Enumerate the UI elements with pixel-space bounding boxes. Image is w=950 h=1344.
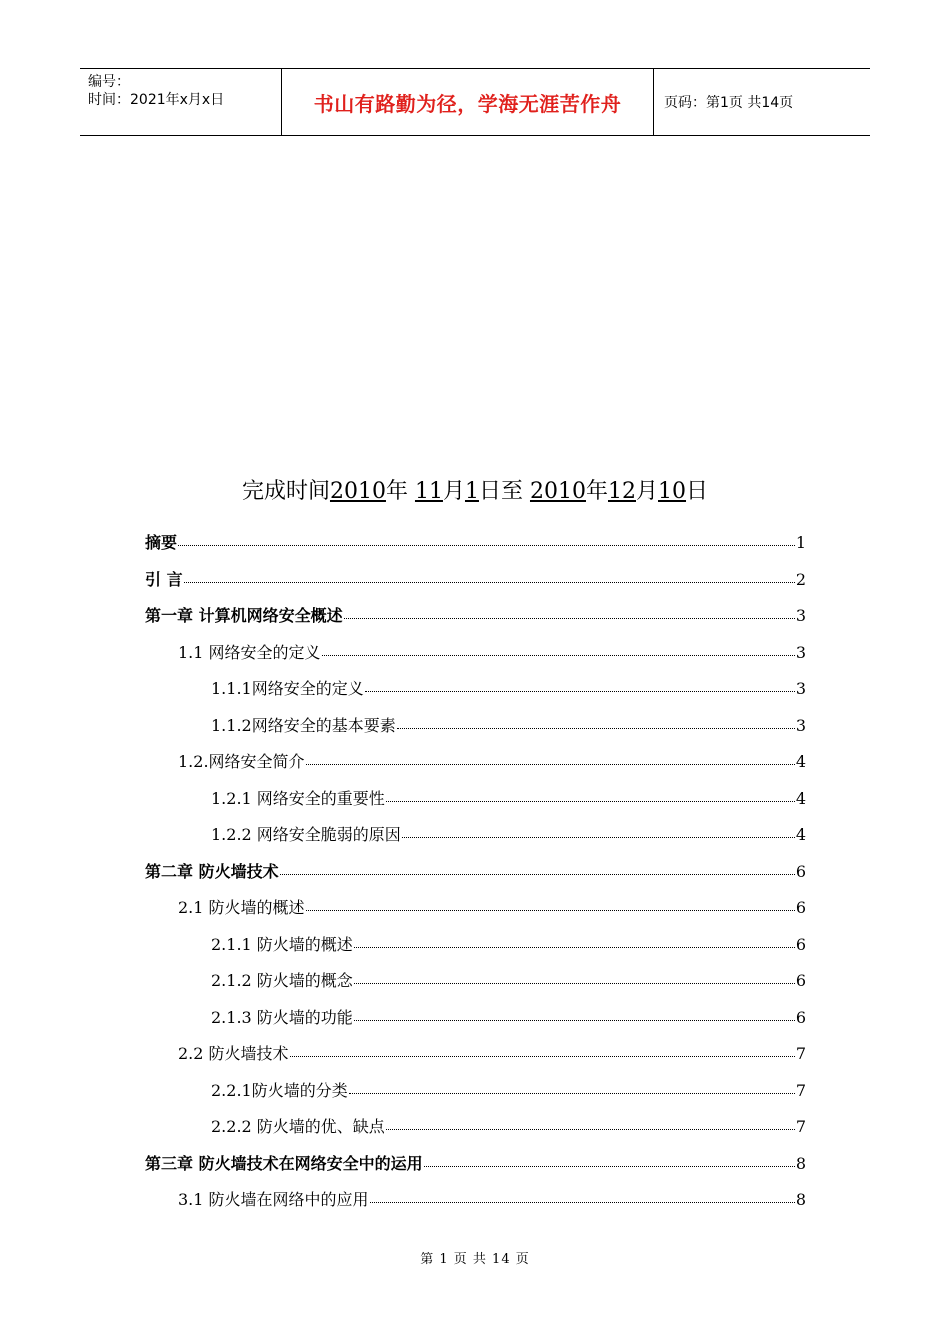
toc-entry-page: 8 <box>795 1190 806 1209</box>
toc-entry[interactable] <box>145 890 806 927</box>
toc-entry-title: 2.1 防火墙的概述 <box>178 898 305 917</box>
header-time-label: 时间：2021年x月x日 <box>88 92 225 108</box>
toc-entry-title: 2.2 防火墙技术 <box>178 1044 289 1063</box>
toc-dot-leader <box>354 971 795 984</box>
toc-entry[interactable] <box>145 1146 806 1183</box>
completion-time-line <box>0 474 950 505</box>
toc-entry-title: 2.1.3 防火墙的功能 <box>211 1007 353 1027</box>
toc-dot-leader <box>402 825 795 838</box>
completion-start-year: 2010 <box>329 479 386 504</box>
toc-dot-leader <box>322 643 795 656</box>
toc-entry-title: 摘要 <box>145 533 178 552</box>
toc-entry[interactable] <box>145 927 806 964</box>
toc-entry[interactable] <box>145 1182 806 1219</box>
table-of-contents <box>145 525 806 1219</box>
toc-dot-leader <box>354 935 795 948</box>
completion-month-char-2: 月 <box>636 479 659 504</box>
toc-entry-page: 8 <box>795 1153 806 1173</box>
toc-entry-page: 4 <box>795 825 806 844</box>
completion-end-month: 12 <box>608 479 636 504</box>
completion-year-char-1: 年 <box>385 479 415 504</box>
toc-entry-title: 2.2.1防火墙的分类 <box>211 1080 348 1100</box>
toc-entry[interactable] <box>145 671 806 708</box>
toc-entry-page: 1 <box>795 533 806 552</box>
toc-dot-leader <box>306 752 795 765</box>
toc-dot-leader <box>349 1081 795 1094</box>
completion-month-char-1: 月 <box>442 479 465 504</box>
completion-start-month: 11 <box>414 479 443 504</box>
toc-dot-leader <box>424 1154 795 1167</box>
toc-entry-title: 2.2.2 防火墙的优、缺点 <box>211 1117 385 1136</box>
toc-entry-page: 4 <box>795 788 806 808</box>
completion-start-day: 1 <box>464 479 479 504</box>
toc-entry-page: 7 <box>795 1117 806 1136</box>
toc-entry[interactable] <box>145 963 806 1000</box>
toc-entry[interactable] <box>145 1109 806 1146</box>
toc-entry[interactable] <box>145 598 806 635</box>
toc-entry-title: 1.1 网络安全的定义 <box>178 642 321 662</box>
toc-entry[interactable] <box>145 525 806 562</box>
completion-day-char-1: 日至 <box>478 479 530 504</box>
toc-entry-page: 6 <box>795 1007 806 1027</box>
toc-entry-title: 第一章 计算机网络安全概述 <box>145 606 343 625</box>
toc-entry-page: 7 <box>795 1080 806 1100</box>
toc-dot-leader <box>280 862 795 875</box>
toc-entry[interactable] <box>145 1036 806 1073</box>
toc-dot-leader <box>365 679 795 692</box>
toc-entry-page: 3 <box>795 679 806 698</box>
toc-dot-leader <box>178 533 795 546</box>
toc-entry[interactable] <box>145 1073 806 1110</box>
toc-entry[interactable] <box>145 1000 806 1037</box>
toc-entry[interactable] <box>145 708 806 745</box>
toc-entry-page: 6 <box>795 934 806 954</box>
header-number-label: 编号： <box>88 74 130 90</box>
toc-entry-page: 6 <box>795 971 806 990</box>
toc-entry[interactable] <box>145 562 806 599</box>
header-table <box>80 68 870 136</box>
toc-entry-page: 4 <box>795 752 806 771</box>
toc-entry-title: 2.1.1 防火墙的概述 <box>211 934 353 954</box>
toc-dot-leader <box>306 898 795 911</box>
toc-entry-title: 1.2.1 网络安全的重要性 <box>211 788 385 808</box>
toc-entry-title: 1.2.2 网络安全脆弱的原因 <box>211 825 401 844</box>
completion-end-day: 10 <box>658 479 687 504</box>
toc-entry-title: 第三章 防火墙技术在网络安全中的运用 <box>145 1153 423 1173</box>
completion-day-char-2: 日 <box>686 479 709 504</box>
toc-entry-title: 引 言 <box>145 569 183 589</box>
toc-entry-page: 6 <box>795 861 806 881</box>
toc-entry-page: 3 <box>795 642 806 662</box>
toc-entry-page: 3 <box>795 715 806 735</box>
toc-entry-title: 3.1 防火墙在网络中的应用 <box>178 1190 369 1209</box>
toc-dot-leader <box>370 1190 795 1203</box>
toc-entry[interactable] <box>145 744 806 781</box>
toc-entry-page: 6 <box>795 898 806 917</box>
header-page-info: 页码：第1页 共14页 <box>664 95 794 111</box>
toc-dot-leader <box>354 1008 795 1021</box>
completion-year-char-2: 年 <box>585 479 608 504</box>
toc-dot-leader <box>386 1117 795 1130</box>
toc-entry-page: 2 <box>795 569 806 589</box>
toc-entry-title: 2.1.2 防火墙的概念 <box>211 971 353 990</box>
toc-dot-leader <box>344 606 795 619</box>
toc-entry-page: 3 <box>795 606 806 625</box>
completion-prefix: 完成时间 <box>241 479 330 504</box>
toc-entry[interactable] <box>145 854 806 891</box>
toc-entry-page: 7 <box>795 1044 806 1063</box>
header-motto: 书山有路勤为径，学海无涯苦作舟 <box>282 69 654 135</box>
toc-entry[interactable] <box>145 635 806 672</box>
toc-dot-leader <box>184 570 795 583</box>
toc-entry[interactable] <box>145 781 806 818</box>
toc-dot-leader <box>397 716 795 729</box>
toc-entry-title: 1.2.网络安全简介 <box>178 752 305 771</box>
toc-entry-title: 1.1.1网络安全的定义 <box>211 679 364 698</box>
completion-end-year: 2010 <box>529 479 586 504</box>
toc-dot-leader <box>386 789 795 802</box>
toc-entry-title: 1.1.2网络安全的基本要素 <box>211 715 396 735</box>
toc-entry[interactable] <box>145 817 806 854</box>
toc-entry-title: 第二章 防火墙技术 <box>145 861 279 881</box>
toc-dot-leader <box>290 1044 795 1057</box>
page-footer: 第 1 页 共 14 页 <box>420 1252 530 1267</box>
header-left-cell <box>80 69 282 135</box>
